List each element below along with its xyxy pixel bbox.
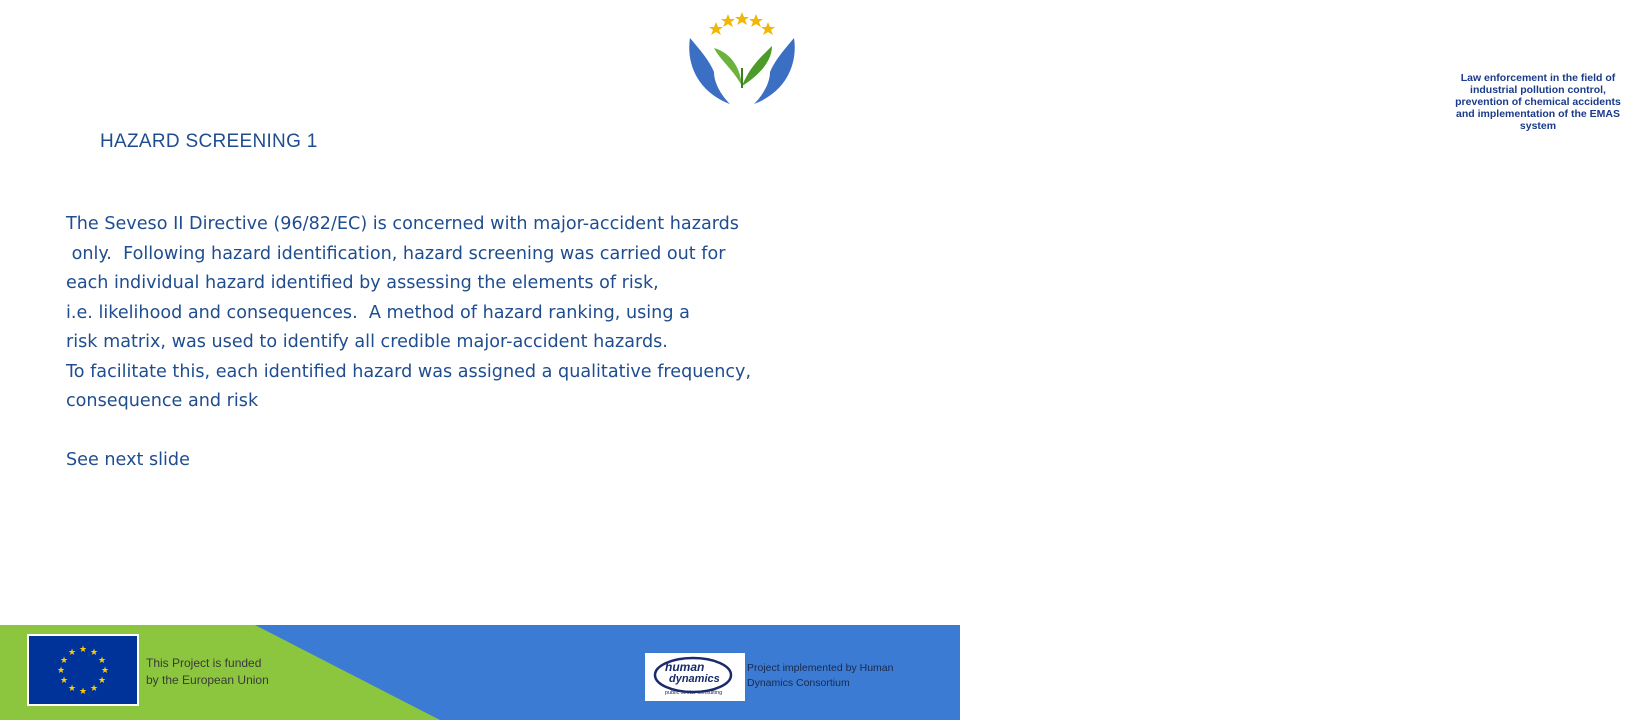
see-next-slide: See next slide [66, 450, 190, 470]
slide-body [66, 210, 866, 476]
body-line: The Seveso II Directive (96/82/EC) is concerned with major-accident hazards [66, 214, 739, 234]
svg-text:★: ★ [97, 656, 107, 666]
body-line: i.e. likelihood and consequences. A method of hazard ranking, using a [66, 302, 690, 323]
implemented-line: Project implemented by Human [747, 662, 894, 674]
svg-text:★: ★ [89, 648, 99, 658]
human-dynamics-logo-icon [645, 653, 745, 701]
logo-caption-line: Law enforcement in the field of [1460, 72, 1616, 84]
logo-caption-line: and implementation of the EMAS system [1456, 108, 1620, 132]
hands-leaves-icon [680, 8, 950, 110]
body-line: risk matrix, was used to identify all credible major-accident hazards. [66, 332, 668, 352]
svg-text:★: ★ [78, 645, 88, 655]
body-line: To facilitate this, each identified hazard was assigned a qualitative frequency, [66, 361, 752, 382]
slide-title: HAZARD SCREENING 1 [100, 131, 318, 152]
hd-logo-word2: dynamics [669, 673, 720, 685]
svg-text:★: ★ [78, 687, 88, 697]
svg-text:★: ★ [59, 656, 69, 666]
body-line: consequence and risk [66, 391, 259, 411]
paragraph-gap [66, 417, 866, 447]
body-line: each individual hazard identified by assessing the elements of risk, [66, 273, 659, 293]
eu-funding-line: This Project is funded [146, 656, 262, 670]
svg-text:★: ★ [89, 684, 99, 694]
svg-text:★: ★ [67, 684, 77, 694]
hd-logo-word1: human [665, 660, 705, 674]
svg-text:★: ★ [56, 666, 66, 676]
eu-funding-note [146, 655, 269, 689]
eu-funding-line: by the European Union [146, 673, 269, 687]
project-logo [680, 8, 1621, 132]
svg-text:★: ★ [67, 648, 77, 658]
svg-text:★: ★ [59, 676, 69, 686]
implemented-by-note [747, 661, 947, 691]
eu-flag-icon [28, 635, 138, 705]
implemented-line: Dynamics Consortium [747, 677, 850, 689]
project-logo-caption [1438, 72, 1638, 132]
hd-logo-tagline: public sector consulting [665, 690, 723, 696]
svg-text:★: ★ [100, 666, 110, 676]
logo-caption-line: industrial pollution control, [1470, 84, 1606, 96]
body-line: only. Following hazard identification, hazard screening was carried out for [66, 243, 726, 264]
logo-caption-line: prevention of chemical accidents [1455, 96, 1621, 108]
svg-text:★: ★ [97, 676, 107, 686]
